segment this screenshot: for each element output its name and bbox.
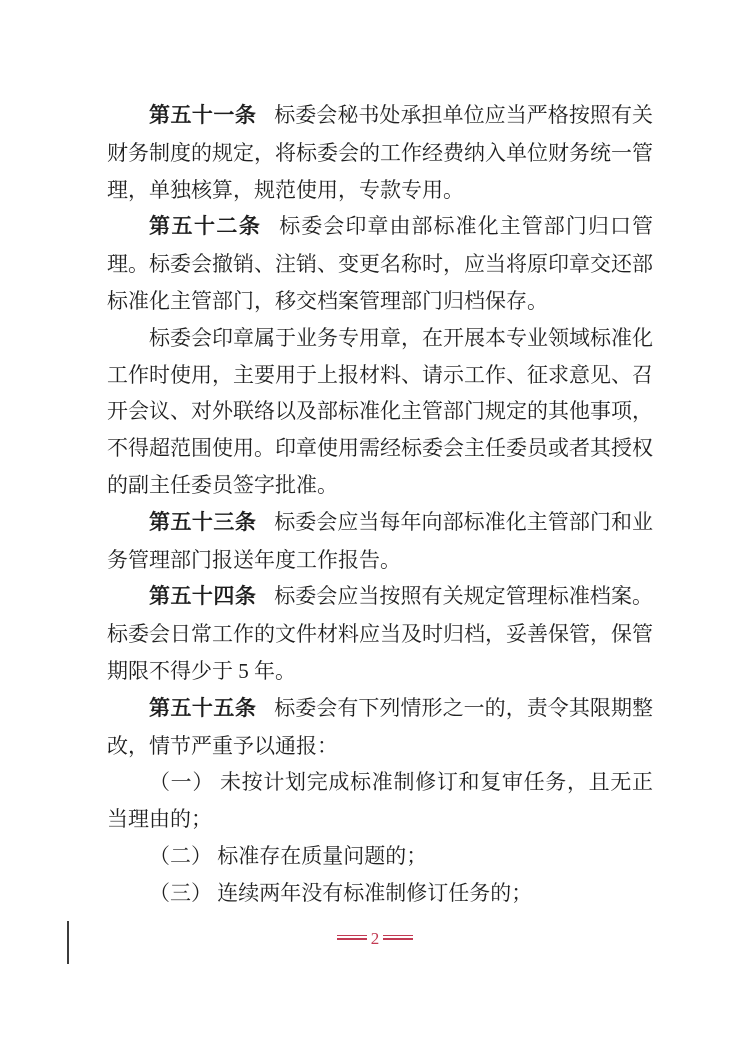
article-54-number: 第五十四条	[149, 585, 257, 609]
article-51-text: 标委会秘书处承担单位应当严格按照有关财务制度的规定，将标委会的工作经费纳入单位财务统一管理，单独核算，规范使用，专款专用。	[107, 103, 653, 202]
article-52-number: 第五十二条	[149, 215, 262, 239]
page-number-dash-right	[383, 935, 413, 940]
article-52-paragraph	[107, 208, 653, 319]
page-number-dash-left	[337, 935, 367, 940]
page-number: 2	[370, 928, 380, 948]
article-53-paragraph	[107, 504, 653, 579]
article-53-text: 标委会应当每年向部标准化主管部门和业务管理部门报送年度工作报告。	[107, 509, 653, 572]
article-54-paragraph	[107, 578, 653, 689]
article-53-number: 第五十三条	[149, 510, 257, 534]
article-55-number: 第五十五条	[149, 696, 257, 720]
page-footer	[0, 926, 750, 948]
article-55-paragraph	[107, 690, 653, 765]
list-item-1	[107, 764, 653, 838]
seal-usage-paragraph	[107, 320, 653, 504]
list-item-2	[107, 838, 653, 875]
list-item-1-text: （一） 未按计划完成标准制修订和复审任务，且无正当理由的；	[107, 770, 653, 832]
list-item-3-text: （三） 连续两年没有标准制修订任务的；	[149, 880, 533, 905]
article-54-text: 标委会应当按照有关规定管理标准档案。标委会日常工作的文件材料应当及时归档，妥善保管，保管期限不得少于 5 年。	[107, 584, 653, 683]
article-52-text: 标委会印章由部标准化主管部门归口管理。标委会撤销、注销、变更名称时，应当将原印章交还部标准化主管部门，移交档案管理部门归档保存。	[107, 214, 653, 313]
document-page-body	[107, 97, 653, 912]
list-item-2-text: （二） 标准存在质量问题的；	[149, 843, 428, 868]
article-51-number: 第五十一条	[149, 104, 257, 127]
list-item-3	[107, 875, 653, 912]
article-55-text: 标委会有下列情形之一的，责令其限期整改，情节严重予以通报：	[107, 695, 653, 758]
seal-usage-text: 标委会印章属于业务专用章，在开展本专业领域标准化工作时使用，主要用于上报材料、请示工作、征求意见、召开会议、对外联络以及部标准化主管部门规定的其他事项，不得超范围使用。印章使用需经标委会主任委员或者其授权的副主任委员签字批准。	[107, 325, 653, 497]
article-51-paragraph	[107, 97, 653, 208]
